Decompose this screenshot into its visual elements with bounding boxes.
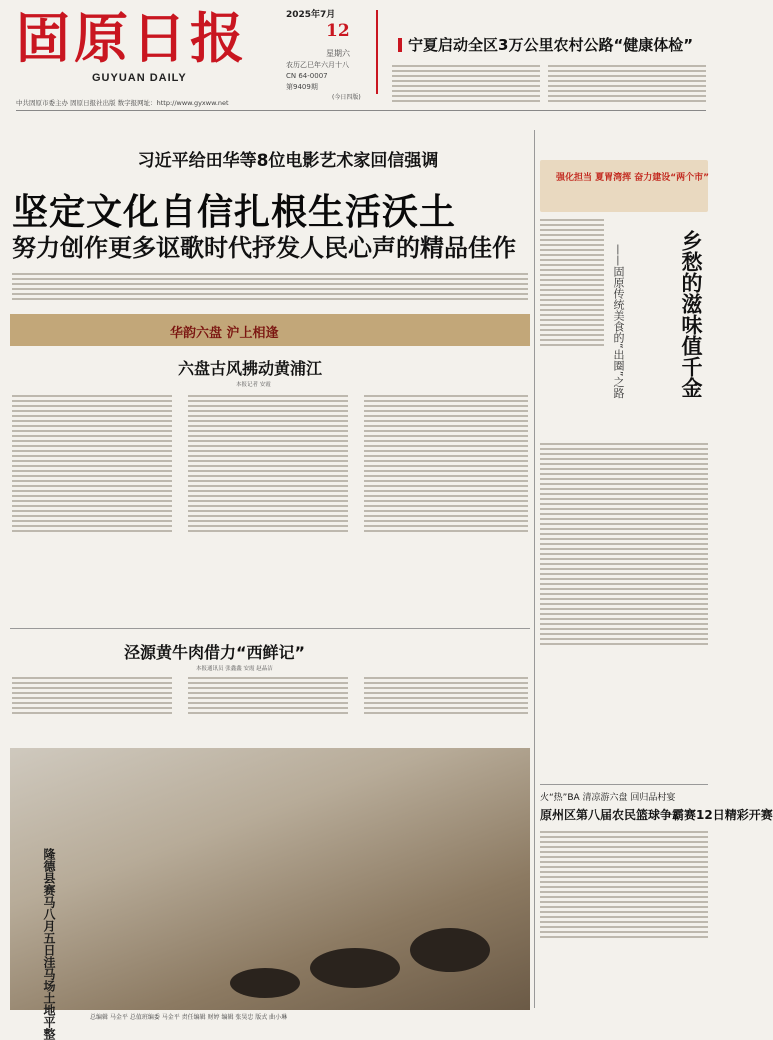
lead-headline-sub: 努力创作更多讴歌时代抒发人民心声的精品佳作 (12, 234, 516, 262)
lead-kicker: 习近平给田华等8位电影艺术家回信强调 (137, 151, 439, 171)
masthead-divider (376, 10, 378, 94)
promo-banner-text: 强化担当 夏胃湾挥 奋力建设“两个市” (556, 173, 710, 183)
editorial-credits: 总编辑 马金平 总值班编委 马金平 责任编辑 财婷 编辑 张昊忠 版式 曲小琳 (90, 1014, 288, 1021)
newspaper-name-en: GUYUAN DAILY (92, 72, 187, 84)
ningxia-headline-text: 宁夏启动全区3万公里农村公路“健康体检” (408, 36, 694, 54)
beef-headline: 泾源黄牛肉借力“西鲜记” (124, 643, 306, 662)
cow-silhouette (310, 948, 400, 988)
issue-pages: (今日四版) (332, 94, 361, 101)
newspaper-logo: 固原日报 (16, 6, 248, 70)
beef-body-col1 (12, 674, 172, 744)
section-divider (10, 628, 530, 629)
masthead-sponsors: 中共固原市委主办 固原日报社出版 数字报网址：http://www.gyxww.net (16, 99, 229, 107)
nostalgia-headline: 乡愁的滋味值千金 (679, 230, 703, 398)
promo-banner (540, 160, 708, 212)
masthead-rule (16, 110, 706, 111)
issue-info (286, 10, 376, 101)
beef-body-col2 (188, 674, 348, 744)
issue-year-month: 2025年7月 (286, 10, 336, 20)
nostalgia-body-lower (540, 440, 708, 780)
issue-lunar-date: 农历乙巳年六月十八 (286, 61, 349, 69)
feature-banner-title: 华韵六盘 沪上相逢 (170, 326, 279, 341)
basketball-kicker: 火“热”BA 清凉游六盘 回归品村宴 (540, 793, 676, 803)
issue-cn-number: CN 64-0007 (286, 72, 328, 80)
basketball-body (540, 828, 708, 1006)
ningxia-headline (398, 34, 698, 55)
feature-body-col3 (364, 392, 528, 622)
issue-day: 12 (326, 21, 350, 41)
nostalgia-body (540, 216, 604, 436)
photo-caption-vertical: 隆德县赛马八月五日洼马场土地平整 (42, 848, 56, 1040)
right-section-divider (540, 784, 708, 785)
lead-headline-main: 坚定文化自信扎根生活沃土 (12, 191, 457, 233)
beef-byline: 本报通讯员 张鑫鑫 安霞 赵晶洁 (196, 666, 273, 672)
cow-silhouette (230, 968, 300, 998)
issue-weekday: 星期六 (326, 49, 350, 58)
basketball-headline: 原州区第八届农民篮球争霸赛12日精彩开赛 (540, 808, 773, 822)
cow-silhouette (410, 928, 490, 972)
feature-body-col2 (188, 392, 348, 622)
ningxia-body-left (392, 62, 540, 108)
headline-marker (398, 38, 402, 52)
nostalgia-subheadline: ——固原传统美食的“出圈”之路 (612, 244, 625, 399)
feature-byline: 本报记者 安霞 (236, 382, 271, 388)
beef-body-col3 (364, 674, 528, 744)
lead-body (12, 270, 528, 308)
column-divider (534, 130, 535, 1008)
feature-body-col1 (12, 392, 172, 622)
issue-number: 第9409期 (286, 83, 318, 91)
feature-headline: 六盘古风拂动黄浦江 (178, 359, 323, 378)
ningxia-body-right (548, 62, 706, 108)
